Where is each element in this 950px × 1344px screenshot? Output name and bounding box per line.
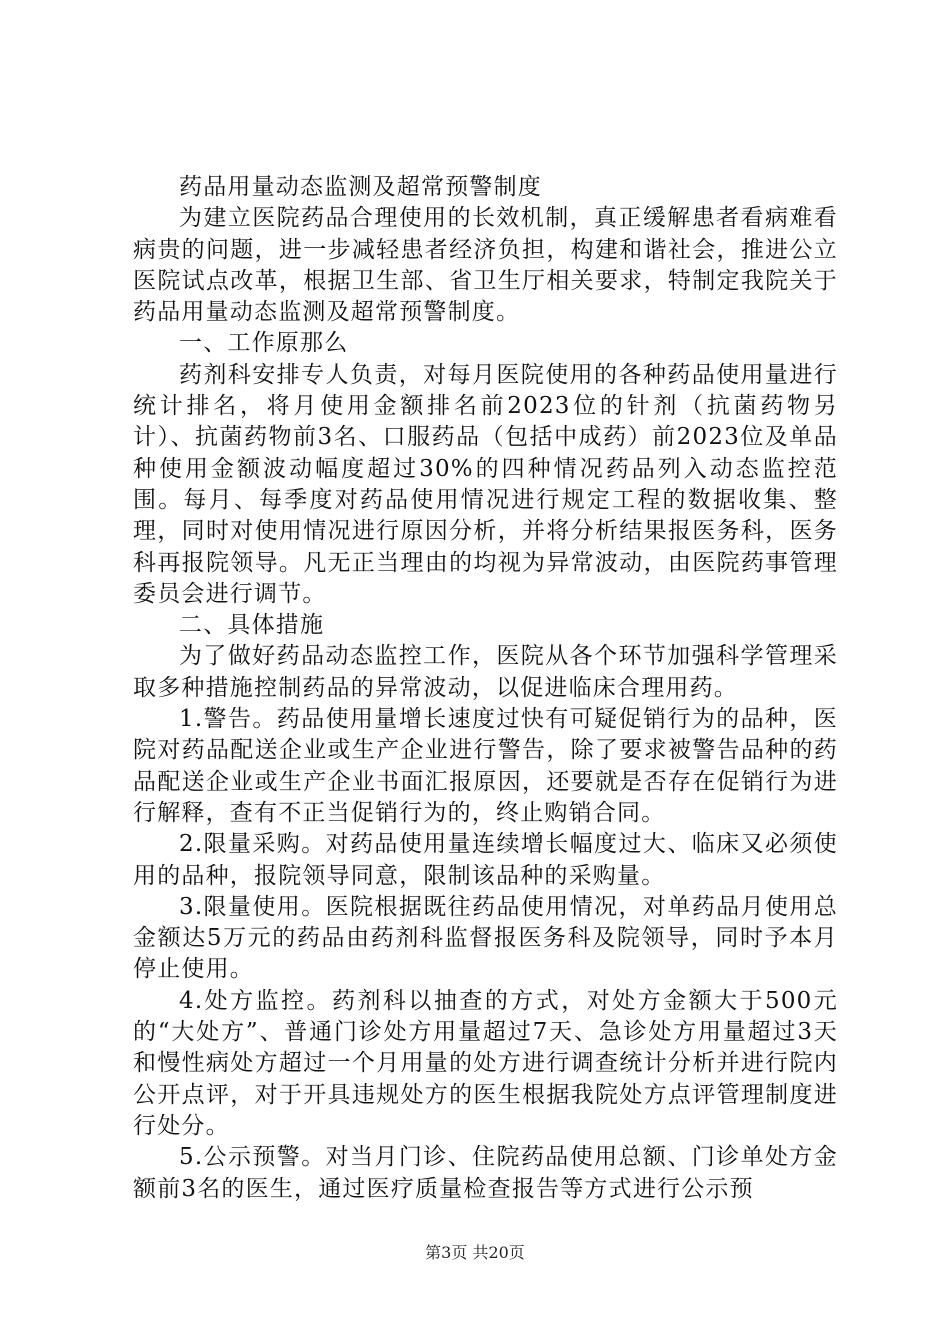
paragraph-measure-public-warning: 5.公示预警。对当月门诊、住院药品使用总额、门诊单处方金额前3名的医生，通过医疗质量检查报告等方式进行公示预 [133, 1144, 838, 1202]
document-body [133, 172, 838, 1205]
paragraph-measure-warning: 1.警告。药品使用量增长速度过快有可疑促销行为的品种，医院对药品配送企业或生产企业进行警告，除了要求被警告品种的药品配送企业或生产企业书面汇报原因，还要就是否存在促销行为进行解释，查有不正当促销行为的，终止购销合同。 [133, 706, 838, 826]
document-title: 药品用量动态监测及超常预警制度 [179, 174, 542, 200]
section-heading-measures: 二、具体措施 [179, 612, 325, 639]
paragraph-measure-prescription-monitoring: 4.处方监控。药剂科以抽查的方式，对处方金额大于500元的“大处方”、普通门诊处方用量超过7天、急诊处方用量超过3天和慢性病处方超过一个月用量的处方进行调查统计分析并进行院内公开点评，对于开具违规处方的医生根据我院处方点评管理制度进行处分。 [133, 987, 838, 1139]
paragraph-principles: 药剂科安排专人负责，对每月医院使用的各种药品使用量进行统计排名，将月使用金额排名前2023位的针剂（抗菌药物另计）、抗菌药物前3名、口服药品（包括中成药）前2023位及单品种使用金额波动幅度超过30%的四种情况药品列入动态监控范围。每月、每季度对药品使用情况进行规定工程的数据收集、整理，同时对使用情况进行原因分析，并将分析结果报医务科，医务科再报院领导。凡无正当理由的均视为异常波动，由医院药事管理委员会进行调节。 [133, 361, 838, 607]
paragraph-intro: 为建立医院药品合理使用的长效机制，真正缓解患者看病难看病贵的问题，进一步减轻患者经济负担，构建和谐社会，推进公立医院试点改革，根据卫生部、省卫生厅相关要求，特制定我院关于药品用量动态监测及超常预警制度。 [133, 205, 838, 326]
paragraph-measures-intro: 为了做好药品动态监控工作，医院从各个环节加强科学管理采取多种措施控制药品的异常波动，以促进临床合理用药。 [133, 643, 838, 701]
paragraph-measure-limited-use: 3.限量使用。医院根据既往药品使用情况，对单药品月使用总金额达5万元的药品由药剂科监督报医务科及院领导，同时予本月停止使用。 [133, 893, 838, 983]
page-number: 第3页 共20页 [425, 1243, 525, 1262]
paragraph-measure-limited-purchase: 2.限量采购。对药品使用量连续增长幅度过大、临床又必须使用的品种，报院领导同意，限制该品种的采购量。 [133, 831, 838, 889]
section-heading-principles: 一、工作原那么 [179, 330, 349, 357]
